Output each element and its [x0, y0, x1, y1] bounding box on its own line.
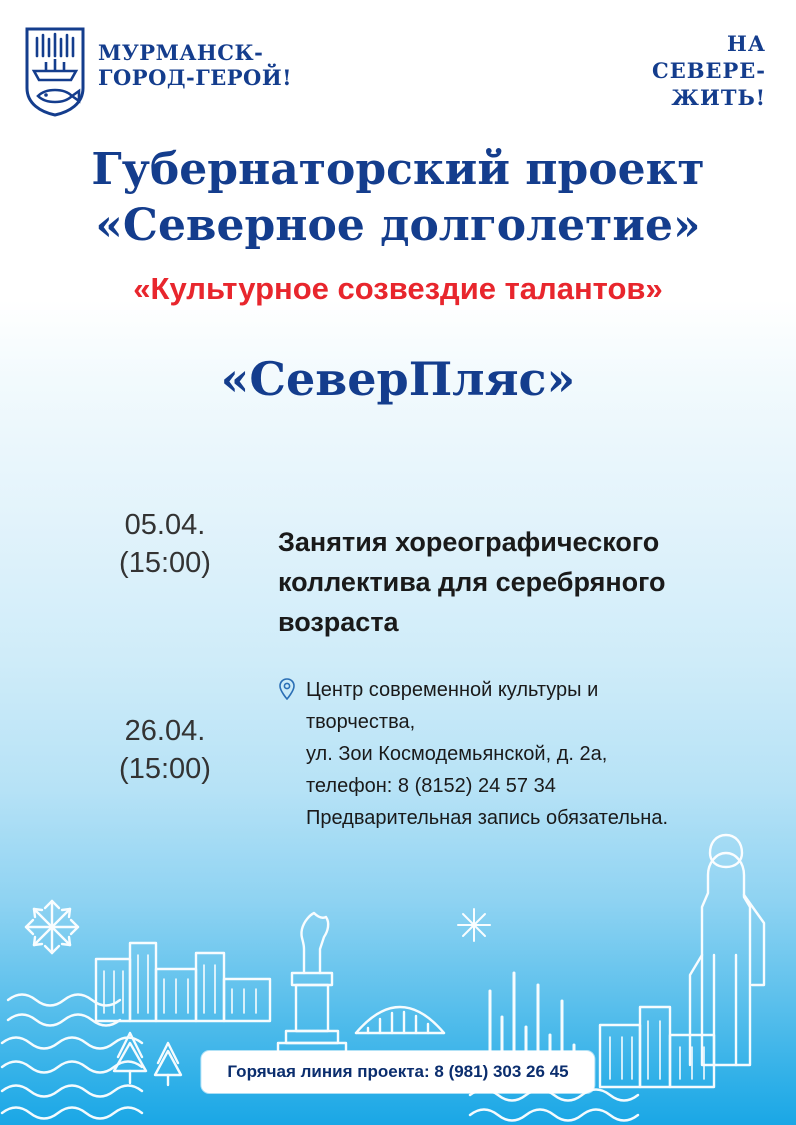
logo-text-line1: МУРМАНСК-: [98, 40, 264, 65]
project-title-line1: Губернаторский проект: [91, 144, 705, 195]
event-series-title: «СеверПляс»: [220, 352, 576, 406]
event-date-2: [80, 712, 250, 788]
venue-line3: телефон: 8 (8152) 24 57 34: [306, 775, 556, 797]
hotline-banner: Горячая линия проекта: 8 (981) 303 26 45: [201, 1051, 594, 1093]
event-date-1-day: 05.04.: [124, 509, 206, 541]
event-venue: [278, 674, 708, 834]
project-title-line2: «Северное долголетие»: [95, 200, 701, 251]
event-date-1: [80, 506, 250, 582]
title-block: [0, 142, 796, 406]
venue-line1: Центр современной культуры и творчества,: [306, 679, 599, 733]
logo-text-line2: ГОРОД-ГЕРОЙ!: [98, 65, 292, 90]
event-date-1-time: (15:00): [119, 547, 211, 579]
poster-header: [0, 22, 796, 142]
subtitle-red: «Культурное созвездие талантов»: [133, 271, 663, 306]
event-date-2-day: 26.04.: [124, 715, 206, 747]
venue-line4: Предварительная запись обязательна.: [306, 807, 669, 829]
murmansk-coat-of-arms-icon: [24, 26, 86, 118]
event-dates: [80, 506, 250, 788]
project-title: [0, 142, 796, 254]
logo-block: [24, 26, 292, 118]
event-date-2-time: (15:00): [119, 753, 211, 785]
event-description: Занятия хореографического коллектива для серебряного возраста: [278, 527, 666, 637]
location-pin-icon: [278, 678, 296, 700]
event-description-block: [278, 522, 708, 834]
slogan-line1: НА: [727, 31, 766, 56]
slogan-line2: СЕВЕРЕ-: [652, 58, 766, 83]
venue-line2: ул. Зои Космодемьянской, д. 2а,: [306, 743, 608, 765]
slogan-line3: ЖИТЬ!: [671, 85, 766, 110]
slogan: [652, 30, 766, 111]
logo-text: [98, 40, 292, 90]
